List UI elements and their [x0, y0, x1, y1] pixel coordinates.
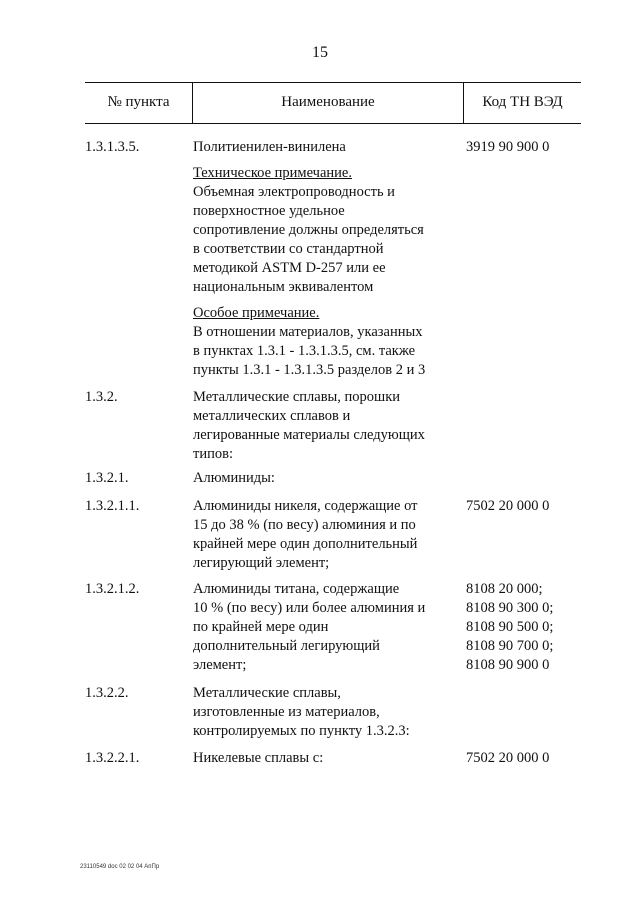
- row-code: 8108 90 700 0;: [466, 638, 554, 654]
- row-text: [193, 497, 463, 573]
- row-number: 1.3.2.: [85, 389, 118, 405]
- header-col-code: Код ТН ВЭД: [482, 94, 563, 110]
- row-code: 8108 90 500 0;: [466, 619, 554, 635]
- row-number: 1.3.2.1.1.: [85, 498, 140, 514]
- row-line: по крайней мере один: [193, 619, 329, 635]
- note-title: Особое примечание.: [193, 305, 320, 321]
- special-note: [193, 304, 463, 380]
- note-line: В отношении материалов, указанных: [193, 324, 423, 340]
- row-number: 1.3.2.1.: [85, 470, 129, 486]
- header-col-num: № пункта: [107, 94, 170, 110]
- row-line: 15 до 38 % (по весу) алюминия и по: [193, 517, 416, 533]
- row-line: изготовленные из материалов,: [193, 704, 380, 720]
- row-code: 8108 90 300 0;: [466, 600, 554, 616]
- row-code: 7502 20 000 0: [466, 750, 550, 766]
- technical-note: [193, 164, 463, 297]
- row-text: [193, 580, 463, 675]
- row-number: 1.3.2.2.1.: [85, 750, 140, 766]
- note-line: Объемная электропроводность и: [193, 184, 395, 200]
- note-line: в соответствии со стандартной: [193, 241, 384, 257]
- row-line: Металлические сплавы,: [193, 685, 341, 701]
- row-number: 1.3.2.2.: [85, 685, 129, 701]
- row-codes: [466, 580, 582, 675]
- row-text: [193, 684, 463, 741]
- row-line: контролируемых по пункту 1.3.2.3:: [193, 723, 410, 739]
- row-text: [193, 469, 463, 488]
- row-line: типов:: [193, 446, 233, 462]
- row-code: 3919 90 900 0: [466, 139, 550, 155]
- page-number: 15: [312, 44, 328, 61]
- header-bottom-line: [85, 123, 581, 124]
- row-line: Металлические сплавы, порошки: [193, 389, 401, 405]
- note-line: методикой ASTM D-257 или ее: [193, 260, 386, 276]
- row-line: легированные материалы следующих: [193, 427, 425, 443]
- row-line: Алюминиды:: [193, 470, 275, 486]
- row-line: металлических сплавов и: [193, 408, 351, 424]
- note-title: Техническое примечание.: [193, 165, 352, 181]
- row-line: Никелевые сплавы с:: [193, 750, 324, 766]
- row-codes: [466, 749, 582, 768]
- row-number: 1.3.2.1.2.: [85, 581, 140, 597]
- row-line: элемент;: [193, 657, 247, 673]
- header-col-name: Наименование: [281, 94, 375, 110]
- row-code: 8108 20 000;: [466, 581, 543, 597]
- row-code: 7502 20 000 0: [466, 498, 550, 514]
- row-number: 1.3.1.3.5.: [85, 139, 140, 155]
- row-line: Алюминиды никеля, содержащие от: [193, 498, 418, 514]
- row-line: Алюминиды титана, содержащие: [193, 581, 400, 597]
- row-line: легирующий элемент;: [193, 555, 330, 571]
- row-line: крайней мере один дополнительный: [193, 536, 418, 552]
- row-line: 10 % (по весу) или более алюминия и: [193, 600, 426, 616]
- row-codes: [466, 497, 582, 516]
- row-text: [193, 388, 463, 464]
- row-code: 8108 90 900 0: [466, 657, 550, 673]
- row-name: Политиенилен-винилена: [193, 139, 346, 155]
- row-line: дополнительный легирующий: [193, 638, 380, 654]
- row-text: [193, 749, 463, 768]
- note-line: национальным эквивалентом: [193, 279, 374, 295]
- note-line: в пунктах 1.3.1 - 1.3.1.3.5, см. также: [193, 343, 416, 359]
- note-line: пункты 1.3.1 - 1.3.1.3.5 разделов 2 и 3: [193, 362, 426, 378]
- footer-doc-id: 23110549 doc 02 02 04 АпПр: [80, 864, 160, 870]
- note-line: поверхностное удельное: [193, 203, 345, 219]
- note-line: сопротивление должны определяться: [193, 222, 424, 238]
